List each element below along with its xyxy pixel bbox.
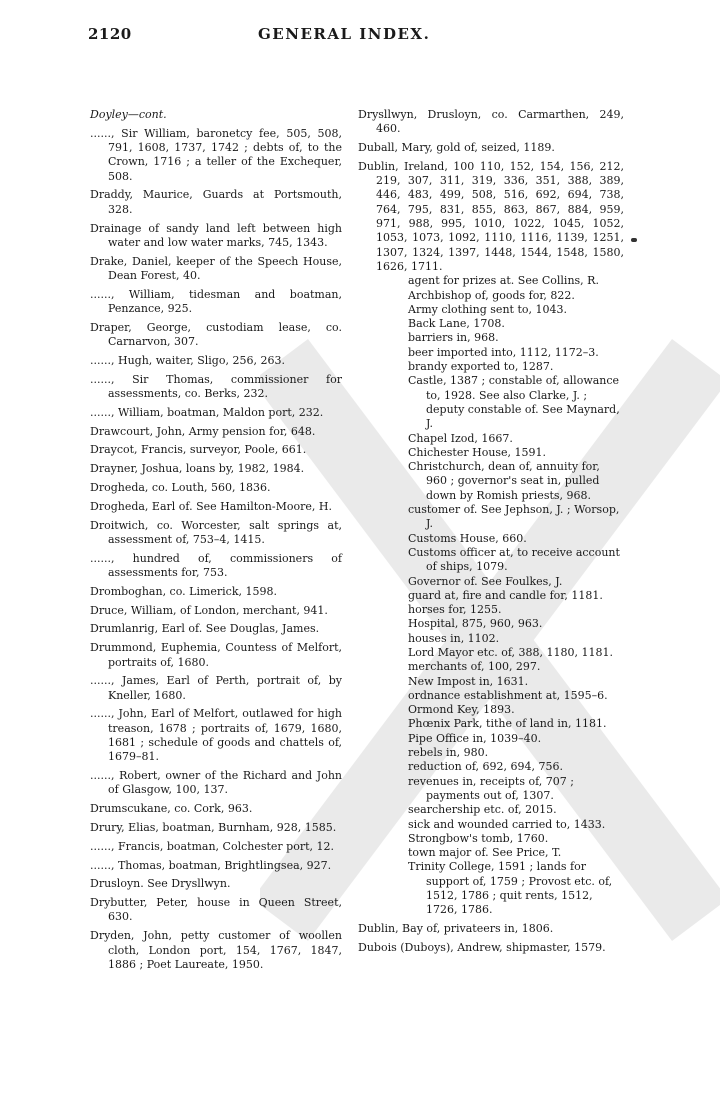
index-subentry: Phœnix Park, tithe of land in, 1181.	[408, 717, 607, 731]
index-subentry: town major of. See Price, T.	[408, 846, 562, 860]
index-subentry: Chapel Izod, 1667.	[408, 431, 513, 445]
index-subentry: barriers in, 968.	[408, 331, 499, 345]
index-entry: Dryden, John, petty customer of woollen cloth, London port, 154, 1767, 1847, 1886 ; Poet Laureate, 1950.	[90, 929, 342, 971]
index-subentry: Chichester House, 1591.	[408, 445, 547, 459]
index-subentry: New Impost in, 1631.	[408, 674, 529, 688]
index-entry: ......, Sir William, baronetcy fee, 505, 508, 791, 1608, 1737, 1742 ; debts of, to the Crown, 1716 ; a teller of the Exchequer, 508.	[90, 126, 342, 183]
index-entry: Drumscukane, co. Cork, 963.	[90, 802, 253, 816]
index-entry: Drawcourt, John, Army pension for, 648.	[90, 424, 316, 438]
index-subentry: Hospital, 875, 960, 963.	[408, 617, 543, 631]
index-entry: Drogheda, Earl of. See Hamilton-Moore, H.	[90, 499, 332, 513]
index-subentry: rebels in, 980.	[408, 746, 489, 760]
index-subentry: ordnance establishment at, 1595–6.	[408, 688, 608, 702]
index-entry: ......, John, Earl of Melfort, outlawed for high treason, 1678 ; portraits of, 1679, 1680, 1681 ; schedule of goods and chattels of, 1679–81.	[90, 707, 342, 764]
index-entry: ......, Hugh, waiter, Sligo, 256, 263.	[90, 353, 285, 367]
index-subentry: customer of. See Jephson, J. ; Worsop, J.	[408, 503, 620, 531]
index-subentry: Castle, 1387 ; constable of, allowance to, 1928. See also Clarke, J. ; deputy constable of. See Maynard, J.	[408, 374, 620, 431]
index-entry: Drumlanrig, Earl of. See Douglas, James.	[90, 622, 320, 636]
index-entry: Doyley—cont.	[90, 108, 167, 121]
index-entry: Drainage of sandy land left between high water and low water marks, 745, 1343.	[90, 221, 342, 249]
index-entry: ......, Francis, boatman, Colchester port, 12.	[90, 839, 335, 853]
index-entry: Draddy, Maurice, Guards at Portsmouth, 328.	[90, 188, 342, 216]
index-subentry: guard at, fire and candle for, 1181.	[408, 588, 603, 602]
index-subentry: Governor of. See Foulkes, J.	[408, 574, 563, 588]
index-entry: Drogheda, co. Louth, 560, 1836.	[90, 481, 271, 495]
index-subentry: Lord Mayor etc. of, 388, 1180, 1181.	[408, 645, 613, 659]
index-entry: Draycot, Francis, surveyor, Poole, 661.	[90, 443, 307, 457]
index-subentry: Trinity College, 1591 ; lands for support of, 1759 ; Provost etc. of, 1512, 1786 ; quit rents, 1512, 1726, 1786.	[408, 860, 613, 917]
index-entry: Drybutter, Peter, house in Queen Street, 630.	[90, 896, 342, 924]
index-subentry: merchants of, 100, 297.	[408, 660, 541, 674]
index-entry: Drusloyn. See Drysllwyn.	[90, 877, 231, 891]
index-subentry: Archbishop of, goods for, 822.	[408, 288, 575, 302]
index-entry: Dromboghan, co. Limerick, 1598.	[90, 584, 277, 598]
index-entry: ......, William, tidesman and boatman, Penzance, 925.	[90, 287, 342, 316]
index-subentry: Back Lane, 1708.	[408, 317, 505, 331]
index-entry: ......, William, boatman, Maldon port, 232.	[90, 405, 324, 419]
index-subentry: horses for, 1255.	[408, 603, 502, 617]
index-subentry: Ormond Key, 1893.	[408, 703, 515, 717]
index-entry: Dubois (Duboys), Andrew, shipmaster, 1579.	[358, 940, 606, 954]
index-subentry: sick and wounded carried to, 1433.	[408, 817, 606, 831]
index-entry: Drayner, Joshua, loans by, 1982, 1984.	[90, 462, 305, 476]
index-subentry: Army clothing sent to, 1043.	[408, 302, 567, 316]
index-column-left	[90, 108, 342, 977]
index-subentry: Strongbow's tomb, 1760.	[408, 831, 549, 845]
index-subentry: agent for prizes at. See Collins, R.	[408, 274, 599, 288]
index-subentry: beer imported into, 1112, 1172–3.	[408, 345, 599, 359]
index-entry: Drummond, Euphemia, Countess of Melfort, portraits of, 1680.	[90, 641, 342, 669]
index-entry: ......, James, Earl of Perth, portrait of, by Kneller, 1680.	[90, 674, 342, 702]
index-entry: Droitwich, co. Worcester, salt springs at, assessment of, 753–4, 1415.	[90, 518, 342, 546]
index-subentry: brandy exported to, 1287.	[408, 360, 554, 374]
dublin-subentries	[358, 274, 624, 917]
index-entry: ......, Robert, owner of the Richard and John of Glasgow, 100, 137.	[90, 769, 342, 797]
index-entry: Druce, William, of London, merchant, 941.	[90, 603, 328, 617]
index-subentry: Customs officer at, to receive account of ships, 1079.	[408, 545, 620, 574]
index-subentry: revenues in, receipts of, 707 ; payments out of, 1307.	[408, 774, 574, 802]
index-entry: Drury, Elias, boatman, Burnham, 928, 1585.	[90, 820, 337, 834]
index-entry: ......, Sir Thomas, commissioner for assessments, co. Berks, 232.	[90, 372, 342, 401]
index-column-right	[358, 108, 624, 960]
ink-mark	[631, 238, 637, 242]
index-entry-dublin: Dublin, Ireland, 100 110, 152, 154, 156, 212, 219, 307, 311, 319, 336, 351, 388, 389, 446, 483, 499, 508, 516, 692, 694, 738, 764, 795, 831, 855, 863, 867, 884, 959, 971, 988, 995, 1010, 1022, 1045, 1052, 1053, 1073, 1092, 1110, 1116, 1139, 1251, 1307, 1324, 1397, 1448, 1544, 1548, 1580, 1626, 1711.	[358, 159, 624, 273]
index-entry: Draper, George, custodiam lease, co. Carnarvon, 307.	[90, 320, 342, 349]
page-title: GENERAL INDEX.	[258, 25, 431, 43]
index-entry: ......, Thomas, boatman, Brightlingsea, 927.	[90, 858, 332, 872]
index-subentry: searchership etc. of, 2015.	[408, 803, 557, 817]
index-entry: ......, hundred of, commissioners of assessments for, 753.	[90, 551, 342, 580]
index-subentry: houses in, 1102.	[408, 631, 500, 645]
index-subentry: reduction of, 692, 694, 756.	[408, 760, 563, 774]
index-entry: Duball, Mary, gold of, seized, 1189.	[358, 141, 555, 155]
page-number: 2120	[88, 25, 132, 43]
index-entry: Drake, Daniel, keeper of the Speech House, Dean Forest, 40.	[90, 254, 342, 282]
index-subentry: Pipe Office in, 1039–40.	[408, 731, 542, 745]
index-subentry: Customs House, 660.	[408, 531, 527, 545]
index-subentry: Christchurch, dean of, annuity for, 960 ; governor's seat in, pulled down by Romish priests, 968.	[408, 460, 600, 502]
page-header	[0, 0, 722, 60]
index-entry: Dublin, Bay of, privateers in, 1806.	[358, 922, 554, 936]
index-entry: Drysllwyn, Drusloyn, co. Carmarthen, 249, 460.	[358, 108, 624, 136]
